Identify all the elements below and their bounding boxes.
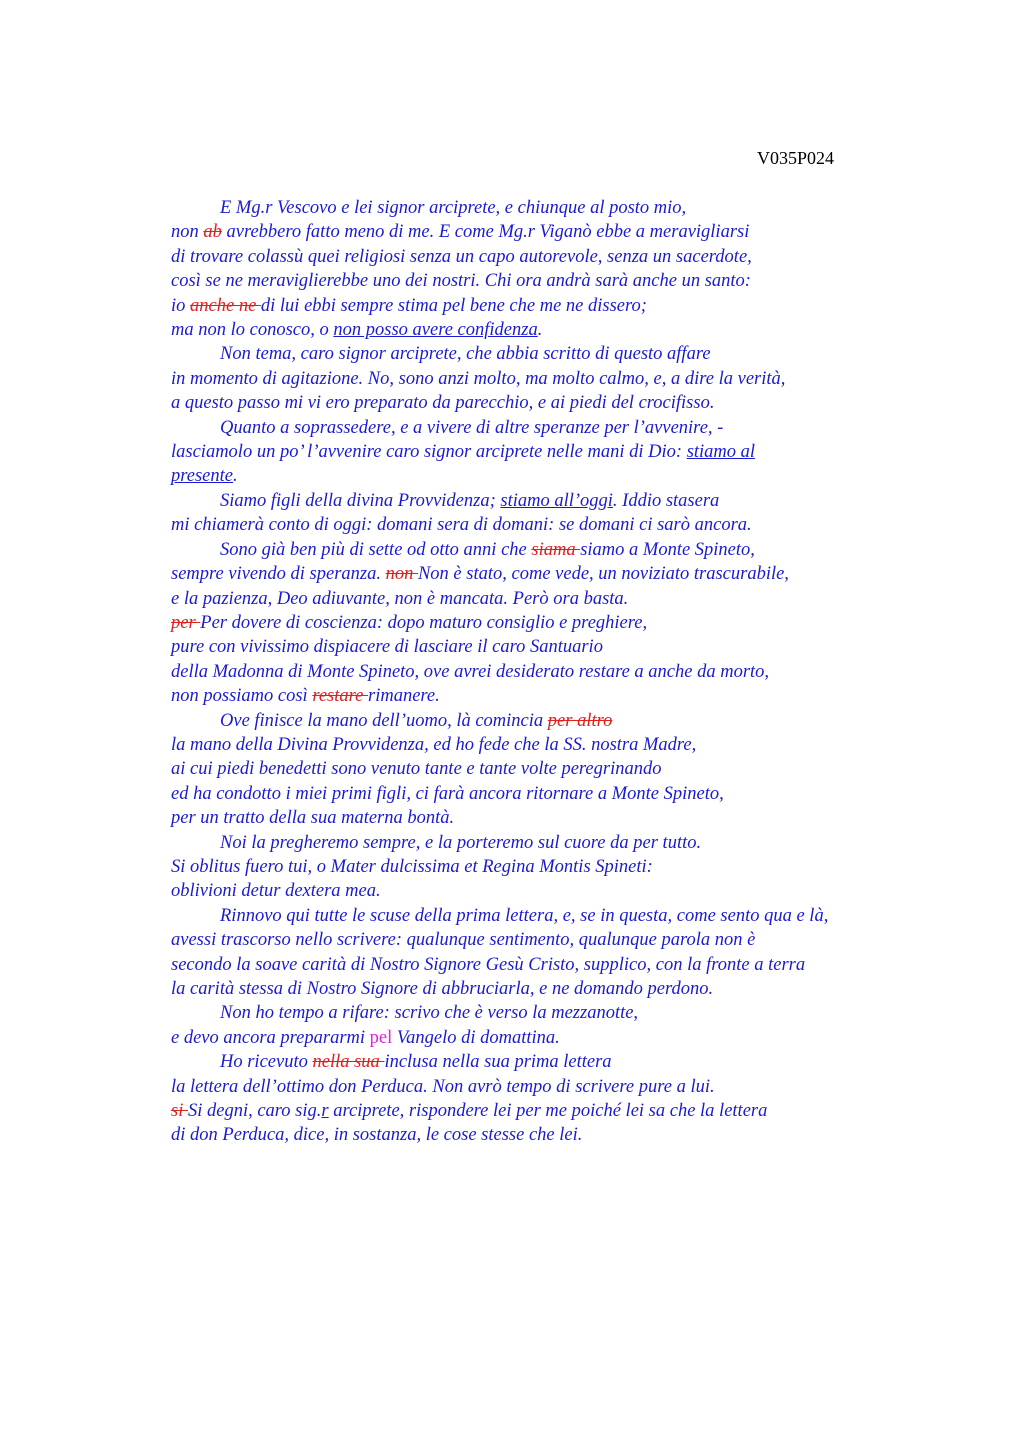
text-segment: Rinnovo qui tutte le scuse della prima lettera, e, se in questa, come sento qua e là,	[220, 905, 829, 926]
text-segment: e la pazienza, Deo adiuvante, non è mancata. Però ora basta.	[171, 588, 629, 609]
text-line	[171, 416, 951, 440]
deletion-text: restare	[312, 686, 368, 707]
text-line	[171, 464, 951, 488]
text-line	[171, 977, 951, 1001]
text-line	[171, 1001, 951, 1025]
text-segment: Noi la pregheremo sempre, e la porteremo sul cuore da per tutto.	[220, 832, 702, 853]
text-segment: Si degni, caro sig.	[187, 1101, 322, 1122]
text-line	[171, 513, 951, 537]
text-segment: siamo a Monte Spineto,	[580, 539, 755, 560]
text-line	[171, 440, 951, 464]
text-segment: ed ha condotto i miei primi figli, ci farà ancora ritornare a Monte Spineto,	[171, 783, 724, 804]
underline-text: non posso avere confidenza	[333, 320, 538, 341]
text-segment: non	[171, 222, 204, 243]
text-line	[171, 611, 951, 635]
text-segment: .	[537, 320, 543, 341]
text-line	[171, 245, 951, 269]
text-segment: Per dovere di coscienza: dopo maturo consiglio e preghiere,	[200, 612, 648, 633]
text-line	[171, 342, 951, 366]
text-line	[171, 196, 951, 220]
text-segment: Ove finisce la mano dell’uomo, là comincia	[220, 710, 548, 731]
text-segment: la lettera dell’ottimo don Perduca. Non avrò tempo di scrivere pure a lui.	[171, 1076, 715, 1097]
deletion-text: ab	[203, 222, 222, 243]
text-segment: secondo la soave carità di Nostro Signore Gesù Cristo, supplico, con la fronte a terra	[171, 954, 806, 975]
text-segment: Sono già ben più di sette od otto anni che	[220, 539, 532, 560]
text-segment: .	[233, 466, 238, 487]
text-line	[171, 489, 951, 513]
text-line	[171, 220, 951, 244]
deletion-text: nella sua	[312, 1052, 385, 1073]
text-segment: E Mg.r Vescovo e lei signor arciprete, e chiunque al posto mio,	[220, 198, 687, 218]
deletion-text: siama	[531, 539, 581, 560]
text-segment: la carità stessa di Nostro Signore di abbruciarla, e ne domando perdono.	[171, 979, 714, 999]
underline-text: stiamo al	[686, 442, 756, 463]
text-segment: inclusa nella sua prima lettera	[384, 1052, 612, 1073]
text-line	[171, 538, 951, 562]
text-segment: in momento di agitazione. No, sono anzi molto, ma molto calmo, e, a dire la verità,	[171, 368, 786, 389]
text-line	[171, 757, 951, 781]
text-line	[171, 806, 951, 830]
text-line	[171, 904, 951, 928]
text-segment: e devo ancora prepararmi	[171, 1027, 370, 1048]
text-segment: Si oblitus fuero tui, o Mater dulcissima et Regina Montis Spineti:	[171, 856, 653, 877]
text-line	[171, 1099, 951, 1123]
text-line	[171, 831, 951, 855]
text-line	[171, 928, 951, 952]
highlight-text: pel	[369, 1027, 393, 1048]
page-id: V035P024	[757, 148, 835, 168]
text-line	[171, 635, 951, 659]
text-segment: io	[171, 295, 191, 316]
text-segment: oblivioni detur dextera mea.	[171, 881, 381, 902]
text-segment: pure con vivissimo dispiacere di lasciare il caro Santuario	[171, 637, 603, 658]
underline-text: r	[321, 1101, 329, 1122]
text-line	[171, 1050, 951, 1074]
text-line	[171, 391, 951, 415]
text-line	[171, 562, 951, 586]
text-line	[171, 587, 951, 611]
underline-text: presente	[171, 466, 233, 487]
text-segment: non possiamo così	[171, 686, 313, 707]
text-line	[171, 1123, 951, 1147]
text-segment: così se ne meraviglierebbe uno dei nostri. Chi ora andrà sarà anche un santo:	[171, 271, 751, 292]
deletion-text: non	[385, 564, 418, 585]
text-line	[171, 879, 951, 903]
text-segment: lasciamolo un po’ l’avvenire caro signor arciprete nelle mani di Dio:	[171, 442, 687, 463]
text-line	[171, 1026, 951, 1050]
text-line	[171, 269, 951, 293]
text-segment: della Madonna di Monte Spineto, ove avrei desiderato restare a anche da morto,	[171, 661, 770, 682]
deletion-text: per altro	[547, 710, 613, 731]
text-segment: rimanere.	[368, 686, 440, 707]
text-segment: sempre vivendo di speranza.	[171, 564, 386, 585]
text-segment: Vangelo di domattina.	[392, 1027, 560, 1048]
deletion-text: per	[171, 612, 201, 633]
underline-text: stiamo all’oggi	[500, 490, 613, 511]
deletion-text: anche ne	[190, 295, 261, 316]
text-segment: Non tema, caro signor arciprete, che abbia scritto di questo affare	[220, 344, 711, 365]
text-line	[171, 709, 951, 733]
text-segment: a questo passo mi vi ero preparato da parecchio, e ai piedi del crocifisso.	[171, 393, 715, 414]
text-segment: ai cui piedi benedetti sono venuto tante e tante volte peregrinando	[171, 759, 662, 780]
text-segment: avrebbero fatto meno di me. E come Mg.r Viganò ebbe a meravigliarsi	[221, 222, 750, 243]
text-segment: di lui ebbi sempre stima pel bene che me ne dissero;	[260, 295, 647, 316]
text-line	[171, 733, 951, 757]
text-segment: Siamo figli della divina Provvidenza;	[220, 490, 501, 511]
text-segment: di don Perduca, dice, in sostanza, le cose stesse che lei.	[171, 1125, 583, 1146]
text-segment: di trovare colassù quei religiosi senza un capo autorevole, senza un sacerdote,	[171, 246, 752, 267]
text-line	[171, 684, 951, 708]
text-line	[171, 318, 951, 342]
text-segment: Non è stato, come vede, un noviziato trascurabile,	[417, 564, 789, 585]
text-segment: la mano della Divina Provvidenza, ed ho fede che la SS. nostra Madre,	[171, 734, 697, 755]
text-line	[171, 367, 951, 391]
text-line	[171, 855, 951, 879]
text-segment: ma non lo conosco, o	[171, 320, 334, 341]
text-segment: mi chiamerà conto di oggi: domani sera di domani: se domani ci sarò ancora.	[171, 515, 752, 536]
text-segment: per un tratto della sua materna bontà.	[171, 808, 455, 829]
text-line	[171, 953, 951, 977]
text-line	[171, 782, 951, 806]
text-segment: avessi trascorso nello scrivere: qualunque sentimento, qualunque parola non è	[171, 930, 756, 951]
text-segment: Non ho tempo a rifare: scrivo che è verso la mezzanotte,	[220, 1003, 639, 1024]
text-line	[171, 660, 951, 684]
text-segment: Ho ricevuto	[220, 1052, 313, 1073]
text-segment: Quanto a soprassedere, e a vivere di altre speranze per l’avvenire, -	[220, 417, 724, 438]
text-segment: . Iddio stasera	[612, 490, 720, 511]
text-segment: arciprete, rispondere lei per me poiché lei sa che la lettera	[328, 1101, 768, 1122]
deletion-text: si	[171, 1101, 188, 1122]
letter-body	[171, 196, 951, 1148]
text-line	[171, 294, 951, 318]
text-line	[171, 1075, 951, 1099]
